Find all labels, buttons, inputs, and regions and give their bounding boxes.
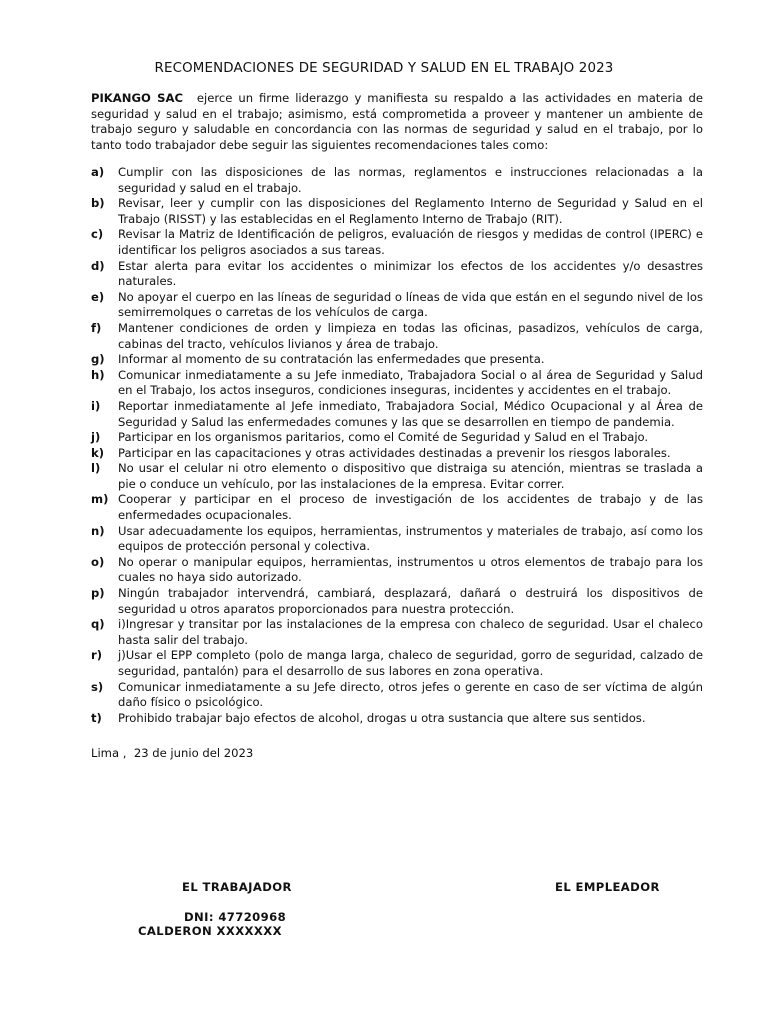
list-item-letter: t) [91, 710, 102, 725]
list-item [91, 446, 703, 462]
list-item-text: No operar o manipular equipos, herramientas, instrumentos u otros elementos de trabajo para los cuales no haya sido autorizado. [118, 554, 703, 585]
list-item-letter: c) [91, 227, 104, 242]
list-item-letter: q) [91, 617, 105, 632]
list-item-letter: s) [91, 679, 104, 694]
list-item [91, 492, 703, 523]
worker-signature-label: EL TRABAJADOR [182, 880, 292, 894]
list-item-text: Revisar la Matriz de Identificación de peligros, evaluación de riesgos y medidas de control (IPERC) e identificar los peligros asociados a sus tareas. [118, 227, 703, 257]
list-item [91, 352, 703, 368]
list-item [91, 555, 703, 586]
list-item-text: No usar el celular ni otro elemento o dispositivo que distraiga su atención, mientras se traslada a pie o conduce un vehículo, por las instalaciones de la empresa. Evitar correr. [118, 461, 703, 491]
document-title: RECOMENDACIONES DE SEGURIDAD Y SALUD EN EL TRABAJO 2023 [154, 61, 614, 76]
list-item-letter: f) [91, 320, 102, 335]
list-item-letter: b) [91, 196, 105, 211]
list-item-letter: e) [91, 289, 105, 304]
list-item-letter: r) [91, 648, 103, 663]
list-item-letter: k) [91, 445, 105, 460]
list-item-text: Comunicar inmediatamente a su Jefe inmediato, Trabajadora Social o al área de Seguridad y Salud en el Trabajo, los actos inseguros, condiciones inseguras, incidentes y accidentes en el trabajo. [118, 367, 703, 398]
list-item-letter: p) [91, 586, 105, 601]
list-item-text: Prohibido trabajar bajo efectos de alcohol, drogas u otra sustancia que altere sus sentidos. [118, 710, 646, 725]
place-date: Lima , 23 de junio del 2023 [91, 746, 254, 760]
list-item-text: Ningún trabajador intervendrá, cambiará, desplazará, dañará o destruirá los dispositivos de seguridad u otros aparatos proporcionados para nuestra protección. [118, 586, 703, 616]
list-item-text: Comunicar inmediatamente a su Jefe directo, otros jefes o gerente en caso de ser víctima de algún daño físico o psicológico. [118, 679, 703, 710]
list-item-letter: m) [91, 492, 109, 507]
list-item-letter: g) [91, 352, 105, 367]
list-item-text: Participar en los organismos paritarios, como el Comité de Seguridad y Salud en el Trabajo. [118, 430, 649, 445]
list-item-text: Cumplir con las disposiciones de las normas, reglamentos e instrucciones relacionadas a la seguridad y salud en el trabajo. [118, 165, 703, 195]
list-item [91, 430, 703, 446]
list-item-text: Participar en las capacitaciones y otras actividades destinadas a prevenir los riesgos laborales. [118, 445, 671, 460]
list-item [91, 196, 703, 227]
list-item [91, 524, 703, 555]
list-item-text: i)Ingresar y transitar por las instalaciones de la empresa con chaleco de seguridad. Usar el chaleco hasta salir del trabajo. [118, 617, 703, 647]
list-item [91, 165, 703, 196]
list-item-text: Revisar, leer y cumplir con las disposiciones del Reglamento Interno de Seguridad y Salud en el Trabajo (RISST) y las establecidas en el Reglamento Interno de Trabajo (RIT). [118, 196, 703, 226]
list-item-text: No apoyar el cuerpo en las líneas de seguridad o líneas de vida que están en el segundo nivel de los semirremolques o carretas de los vehículos de carga. [118, 289, 703, 320]
list-item-text: Reportar inmediatamente al Jefe inmediato, Trabajadora Social, Médico Ocupacional y al Área de Seguridad y Salud las enfermedades comunes y las que se desarrollen en tiempo de pandemia. [118, 398, 703, 429]
list-item-text: Mantener condiciones de orden y limpieza en todas las oficinas, pasadizos, vehículos de carga, cabinas del tracto, vehículos livianos y área de trabajo. [118, 320, 703, 351]
list-item [91, 368, 703, 399]
company-name: PIKANGO SAC [91, 91, 183, 105]
list-item [91, 259, 703, 290]
list-item-letter: l) [91, 461, 101, 476]
list-item-text: Informar al momento de su contratación las enfermedades que presenta. [118, 352, 545, 367]
list-item-letter: i) [91, 398, 101, 413]
list-item [91, 321, 703, 352]
list-item-letter: j) [91, 430, 101, 445]
list-item-letter: o) [91, 554, 105, 569]
list-item-text: Estar alerta para evitar los accidentes o minimizar los efectos de los accidentes y/o desastres naturales. [118, 258, 703, 289]
list-item [91, 586, 703, 617]
list-item [91, 648, 703, 679]
recommendations-list [91, 165, 703, 726]
employer-signature-label: EL EMPLEADOR [555, 880, 660, 894]
list-item-letter: d) [91, 258, 105, 273]
list-item [91, 617, 703, 648]
list-item [91, 680, 703, 711]
list-item [91, 399, 703, 430]
worker-dni: DNI: 47720968 [184, 910, 287, 924]
list-item [91, 711, 703, 727]
list-item-text: Usar adecuadamente los equipos, herramientas, instrumentos y materiales de trabajo, así como los equipos de protección personal y colectiva. [118, 523, 703, 554]
list-item [91, 290, 703, 321]
worker-name: CALDERON XXXXXXX [138, 924, 282, 938]
list-item [91, 227, 703, 258]
intro-text: ejerce un firme liderazgo y manifiesta su respaldo a las actividades en materia de seguridad y salud en el trabajo; asimismo, está comprometida a proveer y mantener un ambiente de trabajo seguro y saludable en concordancia con las normas de seguridad y salud en el trabajo, por lo tanto todo trabajador debe seguir las siguientes recomendaciones tales como: [91, 91, 703, 153]
list-item-letter: h) [91, 367, 105, 382]
list-item-text: Cooperar y participar en el proceso de investigación de los accidentes de trabajo y de las enfermedades ocupacionales. [118, 492, 703, 523]
list-item-letter: n) [91, 523, 105, 538]
list-item [91, 461, 703, 492]
list-item-text: j)Usar el EPP completo (polo de manga larga, chaleco de seguridad, gorro de seguridad, calzado de seguridad, pantalón) para el desarrollo de sus labores en zona operativa. [118, 648, 703, 678]
list-item-letter: a) [91, 165, 105, 179]
intro-paragraph [91, 91, 703, 154]
